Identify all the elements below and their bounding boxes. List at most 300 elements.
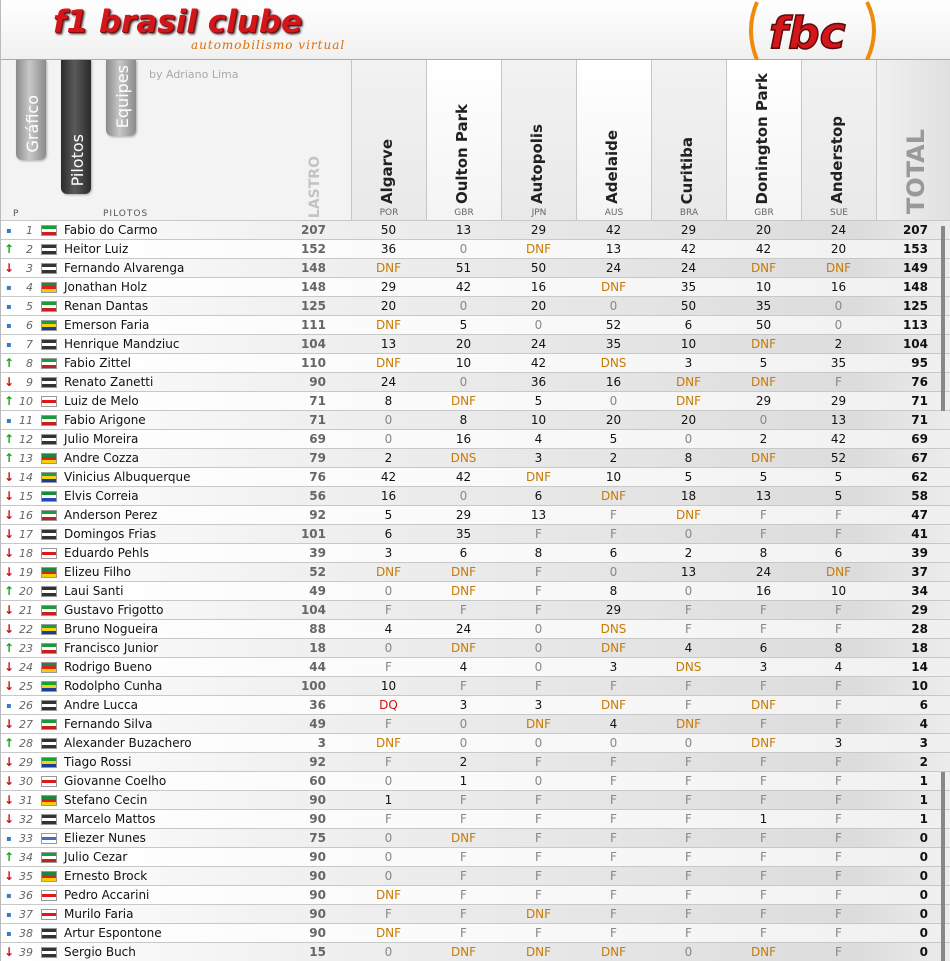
position: 24	[19, 661, 33, 674]
position: 1	[26, 224, 33, 237]
table-row[interactable]	[1, 391, 950, 410]
race-result: F	[535, 584, 542, 598]
table-row[interactable]	[1, 524, 950, 543]
race-result: F	[385, 907, 392, 921]
race-result: 35	[605, 337, 622, 351]
driver-name[interactable]: Artur Espontone	[64, 926, 162, 940]
lastro-value: 76	[309, 470, 326, 484]
position: 4	[26, 281, 33, 294]
driver-name[interactable]: Fabio do Carmo	[64, 223, 158, 237]
arrow-up-icon: ↑	[4, 242, 15, 256]
arrow-down-icon: ↓	[4, 945, 15, 959]
position: 29	[19, 756, 33, 769]
arrow-down-icon: ↓	[4, 375, 15, 389]
tab-equipes[interactable]: Equipes	[106, 60, 136, 136]
table-row[interactable]	[1, 562, 950, 581]
state-flag-icon	[41, 491, 57, 502]
driver-name[interactable]: Luiz de Melo	[64, 394, 139, 408]
driver-name[interactable]: Gustavo Frigotto	[64, 603, 164, 617]
race-name: Curitiba	[678, 136, 696, 204]
race-name: Algarve	[378, 139, 396, 204]
race-result: F	[835, 717, 842, 731]
race-result: F	[610, 774, 617, 788]
race-result: 0	[459, 242, 468, 256]
race-result: 4	[834, 660, 843, 674]
race-result: 3	[759, 660, 768, 674]
race-result: F	[760, 907, 767, 921]
race-result: F	[835, 945, 842, 959]
column-header-race	[351, 60, 426, 220]
total-points: 0	[919, 831, 928, 845]
race-result: F	[535, 565, 542, 579]
driver-name[interactable]: Renato Zanetti	[64, 375, 154, 389]
table-row[interactable]	[1, 334, 950, 353]
driver-name[interactable]: Laui Santi	[64, 584, 124, 598]
race-result: 16	[530, 280, 547, 294]
total-points: 1	[919, 774, 928, 788]
position: 23	[19, 642, 33, 655]
table-row[interactable]	[1, 828, 950, 847]
driver-name[interactable]: Julio Cezar	[64, 850, 128, 864]
driver-name[interactable]: Jonathan Holz	[64, 280, 147, 294]
state-flag-icon	[41, 472, 57, 483]
race-result: F	[535, 603, 542, 617]
driver-name[interactable]: Murilo Faria	[64, 907, 134, 921]
race-result: F	[835, 850, 842, 864]
table-row[interactable]	[1, 904, 950, 923]
driver-name[interactable]: Renan Dantas	[64, 299, 149, 313]
total-points: 113	[902, 318, 928, 332]
unchanged-icon: ▪	[6, 226, 12, 235]
state-flag-icon	[41, 567, 57, 578]
race-result: F	[535, 793, 542, 807]
race-result: DNF	[375, 736, 402, 750]
table-row[interactable]	[1, 448, 950, 467]
total-points: 2	[919, 755, 928, 769]
arrow-down-icon: ↓	[4, 660, 15, 674]
race-result: DNF	[375, 261, 402, 275]
race-result: 29	[755, 394, 772, 408]
driver-name[interactable]: Andre Cozza	[64, 451, 139, 465]
driver-name[interactable]: Fernando Silva	[64, 717, 153, 731]
lastro-value: 207	[300, 223, 326, 237]
race-result: F	[760, 622, 767, 636]
race-result: F	[610, 869, 617, 883]
driver-name[interactable]: Julio Moreira	[64, 432, 139, 446]
state-flag-icon	[41, 890, 57, 901]
race-result: DNF	[750, 736, 777, 750]
race-result: DNF	[750, 337, 777, 351]
state-flag-icon	[41, 643, 57, 654]
race-result: 4	[684, 641, 693, 655]
table-row[interactable]	[1, 258, 950, 277]
race-result: 2	[834, 337, 843, 351]
table-row[interactable]	[1, 600, 950, 619]
driver-name[interactable]: Pedro Accarini	[64, 888, 150, 902]
race-result: 42	[755, 242, 772, 256]
race-result: 0	[534, 660, 543, 674]
race-result: 36	[380, 242, 397, 256]
race-result: 1	[384, 793, 393, 807]
table-row[interactable]	[1, 505, 950, 524]
race-result: F	[760, 926, 767, 940]
table-row[interactable]	[1, 353, 950, 372]
race-result: F	[835, 698, 842, 712]
total-points: 0	[919, 926, 928, 940]
lastro-value: 75	[309, 831, 326, 845]
table-row[interactable]	[1, 581, 950, 600]
race-result: F	[835, 527, 842, 541]
driver-name[interactable]: Domingos Frias	[64, 527, 157, 541]
race-result: 0	[534, 641, 543, 655]
table-row[interactable]	[1, 315, 950, 334]
unchanged-icon: ▪	[6, 701, 12, 710]
tab-pilotos[interactable]: Pilotos	[61, 60, 91, 194]
table-row[interactable]	[1, 372, 950, 391]
race-result: DNF	[825, 261, 852, 275]
fbc-logo-icon[interactable]	[749, 0, 894, 62]
race-result: 20	[605, 413, 622, 427]
table-row[interactable]	[1, 809, 950, 828]
race-result: 0	[384, 831, 393, 845]
state-flag-icon	[41, 719, 57, 730]
table-row[interactable]	[1, 866, 950, 885]
lastro-value: 52	[309, 565, 326, 579]
race-result: F	[760, 850, 767, 864]
driver-name[interactable]: Francisco Junior	[64, 641, 159, 655]
race-result: 8	[834, 641, 843, 655]
table-row[interactable]	[1, 733, 950, 752]
driver-name[interactable]: Stefano Cecin	[64, 793, 148, 807]
table-row[interactable]	[1, 220, 950, 239]
race-result: 6	[834, 546, 843, 560]
lastro-value: 49	[309, 717, 326, 731]
tab-grafico[interactable]: Gráfico	[16, 60, 46, 160]
position: 16	[19, 509, 33, 522]
lastro-value: 56	[309, 489, 326, 503]
race-result: DNF	[675, 508, 702, 522]
lastro-value: 71	[309, 413, 326, 427]
race-result: F	[685, 603, 692, 617]
race-result: 0	[459, 717, 468, 731]
race-result: F	[610, 926, 617, 940]
total-points: 71	[911, 394, 928, 408]
table-row[interactable]	[1, 771, 950, 790]
driver-name[interactable]: Rodrigo Bueno	[64, 660, 152, 674]
total-points: 149	[902, 261, 928, 275]
total-points: 6	[919, 698, 928, 712]
race-result: 0	[534, 318, 543, 332]
table-row[interactable]	[1, 486, 950, 505]
race-result: DNF	[675, 717, 702, 731]
race-result: 18	[680, 489, 697, 503]
race-result: 0	[459, 489, 468, 503]
table-row[interactable]	[1, 942, 950, 961]
table-row[interactable]	[1, 695, 950, 714]
race-result: 8	[534, 546, 543, 560]
race-result: DNF	[600, 641, 627, 655]
race-result: F	[685, 850, 692, 864]
state-flag-icon	[41, 225, 57, 236]
state-flag-icon	[41, 548, 57, 559]
total-points: 67	[911, 451, 928, 465]
race-result: F	[835, 774, 842, 788]
race-result: 8	[684, 451, 693, 465]
table-row[interactable]	[1, 296, 950, 315]
driver-name[interactable]: Heitor Luiz	[64, 242, 129, 256]
race-result: DNF	[825, 565, 852, 579]
position: 20	[19, 585, 33, 598]
driver-name[interactable]: Rodolpho Cunha	[64, 679, 163, 693]
race-result: F	[835, 679, 842, 693]
position: 14	[19, 471, 33, 484]
race-result: 2	[609, 451, 618, 465]
race-result: 24	[455, 622, 472, 636]
position: 3	[26, 262, 33, 275]
state-flag-icon	[41, 624, 57, 635]
driver-name[interactable]: Fernando Alvarenga	[64, 261, 185, 275]
position: 25	[19, 680, 33, 693]
table-row[interactable]	[1, 847, 950, 866]
race-result: DNF	[600, 945, 627, 959]
position: 38	[19, 927, 33, 940]
position: 5	[26, 300, 33, 313]
table-row[interactable]	[1, 657, 950, 676]
unchanged-icon: ▪	[6, 302, 12, 311]
race-result: 0	[384, 945, 393, 959]
column-header-total	[876, 60, 950, 220]
race-result: 16	[380, 489, 397, 503]
state-flag-icon	[41, 833, 57, 844]
race-result: 2	[684, 546, 693, 560]
race-result: DNF	[450, 831, 477, 845]
total-points: 0	[919, 888, 928, 902]
position: 18	[19, 547, 33, 560]
driver-name[interactable]: Elvis Correia	[64, 489, 139, 503]
table-row[interactable]	[1, 923, 950, 942]
arrow-down-icon: ↓	[4, 489, 15, 503]
race-result: F	[385, 755, 392, 769]
table-row[interactable]	[1, 467, 950, 486]
race-result: 0	[684, 527, 693, 541]
lastro-value: 148	[300, 261, 326, 275]
race-result: 4	[459, 660, 468, 674]
race-result: F	[760, 527, 767, 541]
position: 31	[19, 794, 33, 807]
race-result: F	[610, 508, 617, 522]
position: 11	[19, 414, 33, 427]
total-points: 4	[919, 717, 928, 731]
race-result: 10	[530, 413, 547, 427]
race-result: F	[610, 907, 617, 921]
race-result: 13	[605, 242, 622, 256]
race-country: GBR	[454, 208, 474, 218]
race-result: 29	[830, 394, 847, 408]
driver-name[interactable]: Giovanne Coelho	[64, 774, 167, 788]
race-result: F	[835, 812, 842, 826]
race-result: 20	[530, 299, 547, 313]
race-result: 6	[609, 546, 618, 560]
race-result: F	[835, 888, 842, 902]
total-points: 207	[902, 223, 928, 237]
driver-name[interactable]: Vinicius Albuquerque	[64, 470, 191, 484]
race-result: DQ	[379, 698, 398, 712]
race-result: 0	[459, 736, 468, 750]
position: 17	[19, 528, 33, 541]
race-result: 0	[609, 736, 618, 750]
state-flag-icon	[41, 662, 57, 673]
position: 39	[19, 946, 33, 959]
race-result: F	[685, 926, 692, 940]
lastro-value: 92	[309, 755, 326, 769]
race-result: F	[460, 679, 467, 693]
race-result: 0	[609, 565, 618, 579]
race-result: F	[685, 907, 692, 921]
lastro-value: 111	[300, 318, 326, 332]
total-points: 76	[911, 375, 928, 389]
table-row[interactable]	[1, 619, 950, 638]
race-result: F	[535, 755, 542, 769]
position: 37	[19, 908, 33, 921]
driver-name[interactable]: Bruno Nogueira	[64, 622, 159, 636]
race-result: 42	[530, 356, 547, 370]
driver-name[interactable]: Marcelo Mattos	[64, 812, 156, 826]
race-result: 8	[609, 584, 618, 598]
race-result: F	[610, 755, 617, 769]
state-flag-icon	[41, 339, 57, 350]
position: 35	[19, 870, 33, 883]
total-points: 153	[902, 242, 928, 256]
race-result: F	[685, 831, 692, 845]
race-result: F	[835, 603, 842, 617]
driver-name[interactable]: Eliezer Nunes	[64, 831, 146, 845]
race-result: 5	[534, 394, 543, 408]
race-result: DNF	[675, 375, 702, 389]
lastro-value: 90	[309, 850, 326, 864]
race-result: F	[385, 717, 392, 731]
table-header	[1, 60, 950, 220]
arrow-up-icon: ↑	[4, 736, 15, 750]
column-header-position: P	[13, 209, 19, 219]
race-result: F	[685, 774, 692, 788]
race-result: 6	[459, 546, 468, 560]
driver-name[interactable]: Eduardo Pehls	[64, 546, 150, 560]
driver-name[interactable]: Elizeu Filho	[64, 565, 131, 579]
race-result: F	[760, 508, 767, 522]
table-row[interactable]	[1, 676, 950, 695]
column-header-lastro	[301, 150, 331, 218]
total-points: 148	[902, 280, 928, 294]
total-points: 58	[911, 489, 928, 503]
table-row[interactable]	[1, 638, 950, 657]
race-result: 6	[534, 489, 543, 503]
race-result: F	[460, 850, 467, 864]
race-result: 13	[380, 337, 397, 351]
race-result: F	[835, 869, 842, 883]
position: 36	[19, 889, 33, 902]
race-result: 10	[380, 679, 397, 693]
race-result: F	[760, 831, 767, 845]
race-result: 3	[534, 451, 543, 465]
lastro-value: 90	[309, 869, 326, 883]
total-points: 0	[919, 907, 928, 921]
race-result: DNF	[750, 945, 777, 959]
arrow-up-icon: ↑	[4, 850, 15, 864]
driver-name[interactable]: Alexander Buzachero	[64, 736, 192, 750]
race-result: DNF	[525, 907, 552, 921]
driver-name[interactable]: Ernesto Brock	[64, 869, 148, 883]
race-result: DNF	[450, 394, 477, 408]
driver-name[interactable]: Tiago Rossi	[64, 755, 132, 769]
table-row[interactable]	[1, 543, 950, 562]
total-points: 69	[911, 432, 928, 446]
state-flag-icon	[41, 434, 57, 445]
table-row[interactable]	[1, 277, 950, 296]
driver-name[interactable]: Andre Lucca	[64, 698, 138, 712]
driver-name[interactable]: Sergio Buch	[64, 945, 136, 959]
race-result: DNF	[525, 242, 552, 256]
position: 9	[26, 376, 33, 389]
arrow-down-icon: ↓	[4, 755, 15, 769]
total-points: 0	[919, 945, 928, 959]
race-country: BRA	[679, 208, 699, 218]
race-result: F	[460, 926, 467, 940]
arrow-down-icon: ↓	[4, 508, 15, 522]
column-header-race	[801, 60, 876, 220]
position: 19	[19, 566, 33, 579]
driver-name[interactable]: Anderson Perez	[64, 508, 158, 522]
position: 26	[19, 699, 33, 712]
table-row[interactable]	[1, 714, 950, 733]
arrow-down-icon: ↓	[4, 774, 15, 788]
driver-name[interactable]: Fabio Arigone	[64, 413, 146, 427]
state-flag-icon	[41, 776, 57, 787]
table-row[interactable]	[1, 239, 950, 258]
race-result: F	[460, 812, 467, 826]
lastro-value: 90	[309, 793, 326, 807]
race-result: 0	[834, 318, 843, 332]
lastro-value: 100	[300, 679, 326, 693]
total-points: 18	[911, 641, 928, 655]
race-result: F	[610, 527, 617, 541]
state-flag-icon	[41, 320, 57, 331]
table-row[interactable]	[1, 410, 950, 429]
driver-name[interactable]: Henrique Mandziuc	[64, 337, 180, 351]
race-result: 42	[605, 223, 622, 237]
lastro-value: 90	[309, 375, 326, 389]
race-result: 8	[459, 413, 468, 427]
race-result: 0	[459, 299, 468, 313]
state-flag-icon	[41, 510, 57, 521]
table-row[interactable]	[1, 885, 950, 904]
race-result: 5	[834, 489, 843, 503]
race-result: 0	[834, 299, 843, 313]
driver-name[interactable]: Fabio Zittel	[64, 356, 131, 370]
total-points: 95	[911, 356, 928, 370]
position: 21	[19, 604, 33, 617]
table-row[interactable]	[1, 429, 950, 448]
total-points: 41	[911, 527, 928, 541]
table-row[interactable]	[1, 752, 950, 771]
table-row[interactable]	[1, 790, 950, 809]
race-result: 10	[755, 280, 772, 294]
driver-name[interactable]: Emerson Faria	[64, 318, 150, 332]
site-title[interactable]: f1 brasil clube	[53, 4, 303, 40]
race-result: DNF	[375, 318, 402, 332]
lastro-value: 71	[309, 394, 326, 408]
race-result: 35	[830, 356, 847, 370]
total-points: 71	[911, 413, 928, 427]
